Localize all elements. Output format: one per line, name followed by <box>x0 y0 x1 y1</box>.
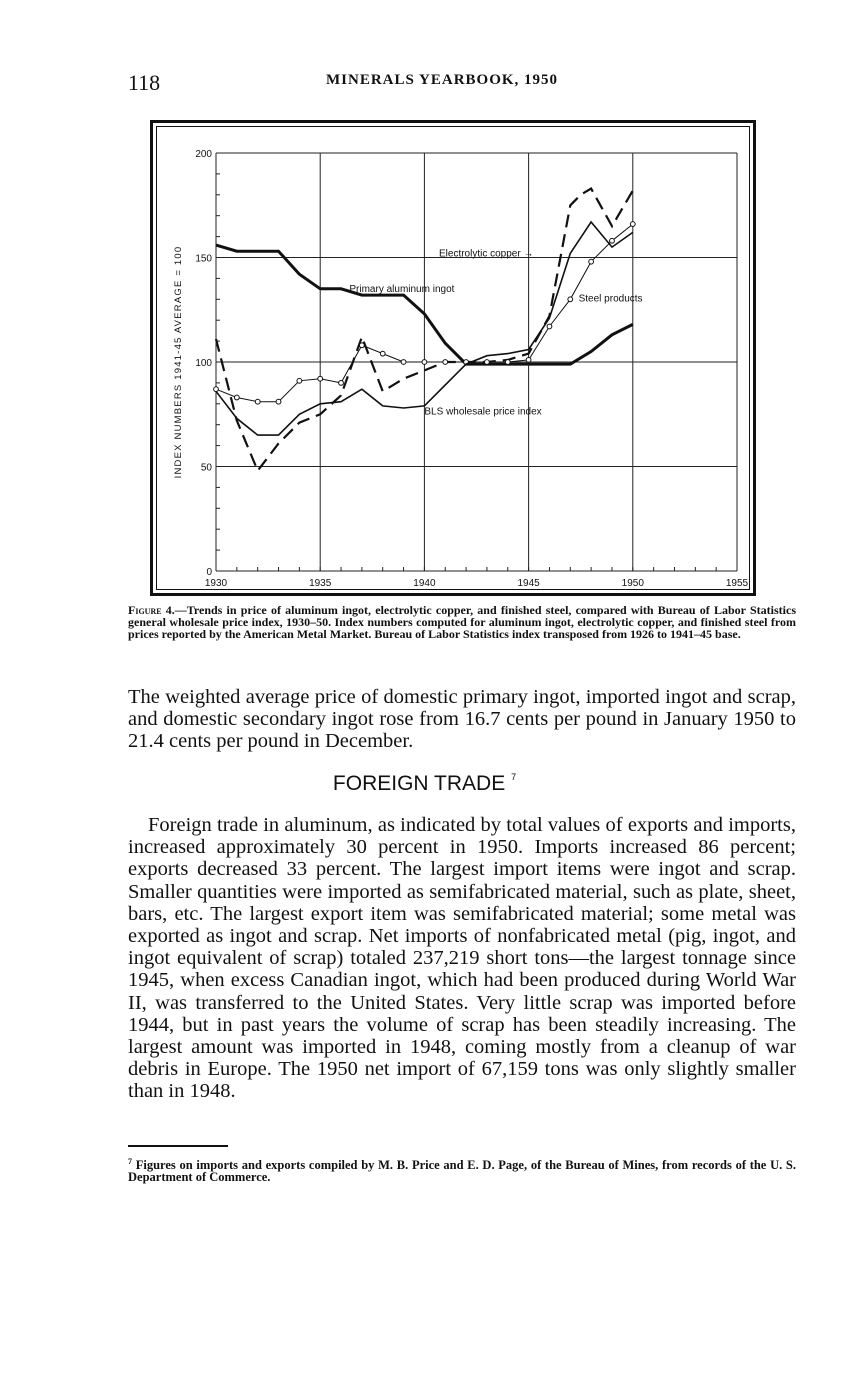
section-heading-text: FOREIGN TRADE <box>332 772 506 795</box>
running-title: MINERALS YEARBOOK, 1950 <box>326 72 559 88</box>
data-point-steel-products <box>380 351 385 356</box>
data-point-steel-products <box>505 360 510 365</box>
body-paragraph-1: The weighted average price of domestic primary ingot, imported ingot and scrap, and domestic secondary ingot rose from 16.7 cents per pound in January 1950 to 21.4 cents per pound in December. <box>128 686 796 753</box>
annotation-primary-aluminum-ingot: Primary aluminum ingot <box>349 283 455 295</box>
figure-caption <box>128 604 796 640</box>
y-axis-label: INDEX NUMBERS 1941-45 AVERAGE = 100 <box>173 245 184 479</box>
x-tick-label: 1955 <box>725 578 749 589</box>
footnote-marker: 7 <box>128 1157 132 1166</box>
y-tick-label: 50 <box>200 462 212 474</box>
body-paragraph-2: Foreign trade in aluminum, as indicated by total values of exports and imports, increased approximately 30 percent in 1950. Imports increased 86 percent; exports decreased 33 percent. The largest import items were ingot and scrap. Smaller quantities were imported as semifabricated material, such as plate, sheet, bars, etc. The largest export item was semifabricated material; some metal was exported as ingot and scrap. Net imports of nonfabricated metal (pig, ingot, and ingot equivalent of scrap) totaled 237,219 short tons—the largest tonnage since 1945, when excess Canadian ingot, which had been produced during World War II, was transferred to the United States. Very little scrap was imported before 1944, but in past years the volume of scrap has been steadily increasing. The largest amount was imported in 1948, coming mostly from a cleanup of war debris in Europe. The 1950 net import of 67,159 tons was only slightly smaller than in 1948. <box>128 814 796 1103</box>
data-point-steel-products <box>568 297 573 302</box>
data-point-steel-products <box>214 387 219 392</box>
x-tick-label: 1930 <box>204 578 228 589</box>
data-point-steel-products <box>589 259 594 264</box>
page-header <box>128 70 798 100</box>
footnote <box>128 1156 796 1183</box>
data-point-steel-products <box>526 358 531 363</box>
data-point-steel-products <box>547 324 552 329</box>
data-point-steel-products <box>359 343 364 348</box>
footnote-divider <box>128 1145 228 1147</box>
x-tick-label: 1945 <box>517 578 540 589</box>
data-point-steel-products <box>422 360 427 365</box>
y-tick-label: 150 <box>195 253 212 265</box>
data-point-steel-products <box>443 360 448 365</box>
x-tick-label: 1935 <box>309 578 332 589</box>
data-point-steel-products <box>610 238 615 243</box>
x-tick-label: 1940 <box>413 578 436 589</box>
data-point-steel-products <box>276 399 281 404</box>
section-heading-footnote-marker: 7 <box>511 772 517 782</box>
figure-caption-text: —Trends in price of aluminum ingot, electrolytic copper, and finished steel, compared with Bureau of Labor Statistics general wholesale price index, 1930–50. Index numbers computed for aluminum ingot, electrolytic copper, and finished steel from prices reported by the American Metal Market. Bureau of Labor Statistics index transposed from 1926 to 1941–45 base. <box>128 603 796 641</box>
price-trend-chart <box>153 123 759 599</box>
data-point-steel-products <box>318 376 323 381</box>
y-tick-label: 0 <box>206 567 212 578</box>
footnote-text: Figures on imports and exports compiled by M. B. Price and E. D. Page, of the Bureau of Mines, from records of the U. S. Department of Commerce. <box>128 1158 797 1185</box>
annotation-steel-products: Steel products <box>578 293 643 305</box>
x-tick-label: 1950 <box>621 578 644 589</box>
data-point-steel-products <box>485 360 490 365</box>
data-point-steel-products <box>630 222 635 227</box>
annotation-bls-wholesale-price-index: BLS wholesale price index <box>424 406 542 418</box>
section-heading <box>0 772 849 796</box>
data-point-steel-products <box>234 395 239 400</box>
figure-frame <box>150 120 756 596</box>
figure-caption-label: Figure 4. <box>128 603 175 617</box>
y-tick-label: 200 <box>195 149 212 160</box>
y-tick-label: 100 <box>195 358 212 369</box>
page-number: 118 <box>128 70 161 95</box>
data-point-steel-products <box>297 378 302 383</box>
data-point-steel-products <box>255 399 260 404</box>
data-point-steel-products <box>401 360 406 365</box>
data-point-steel-products <box>339 381 344 386</box>
annotation-electrolytic-copper: Electrolytic copper → <box>438 248 534 260</box>
